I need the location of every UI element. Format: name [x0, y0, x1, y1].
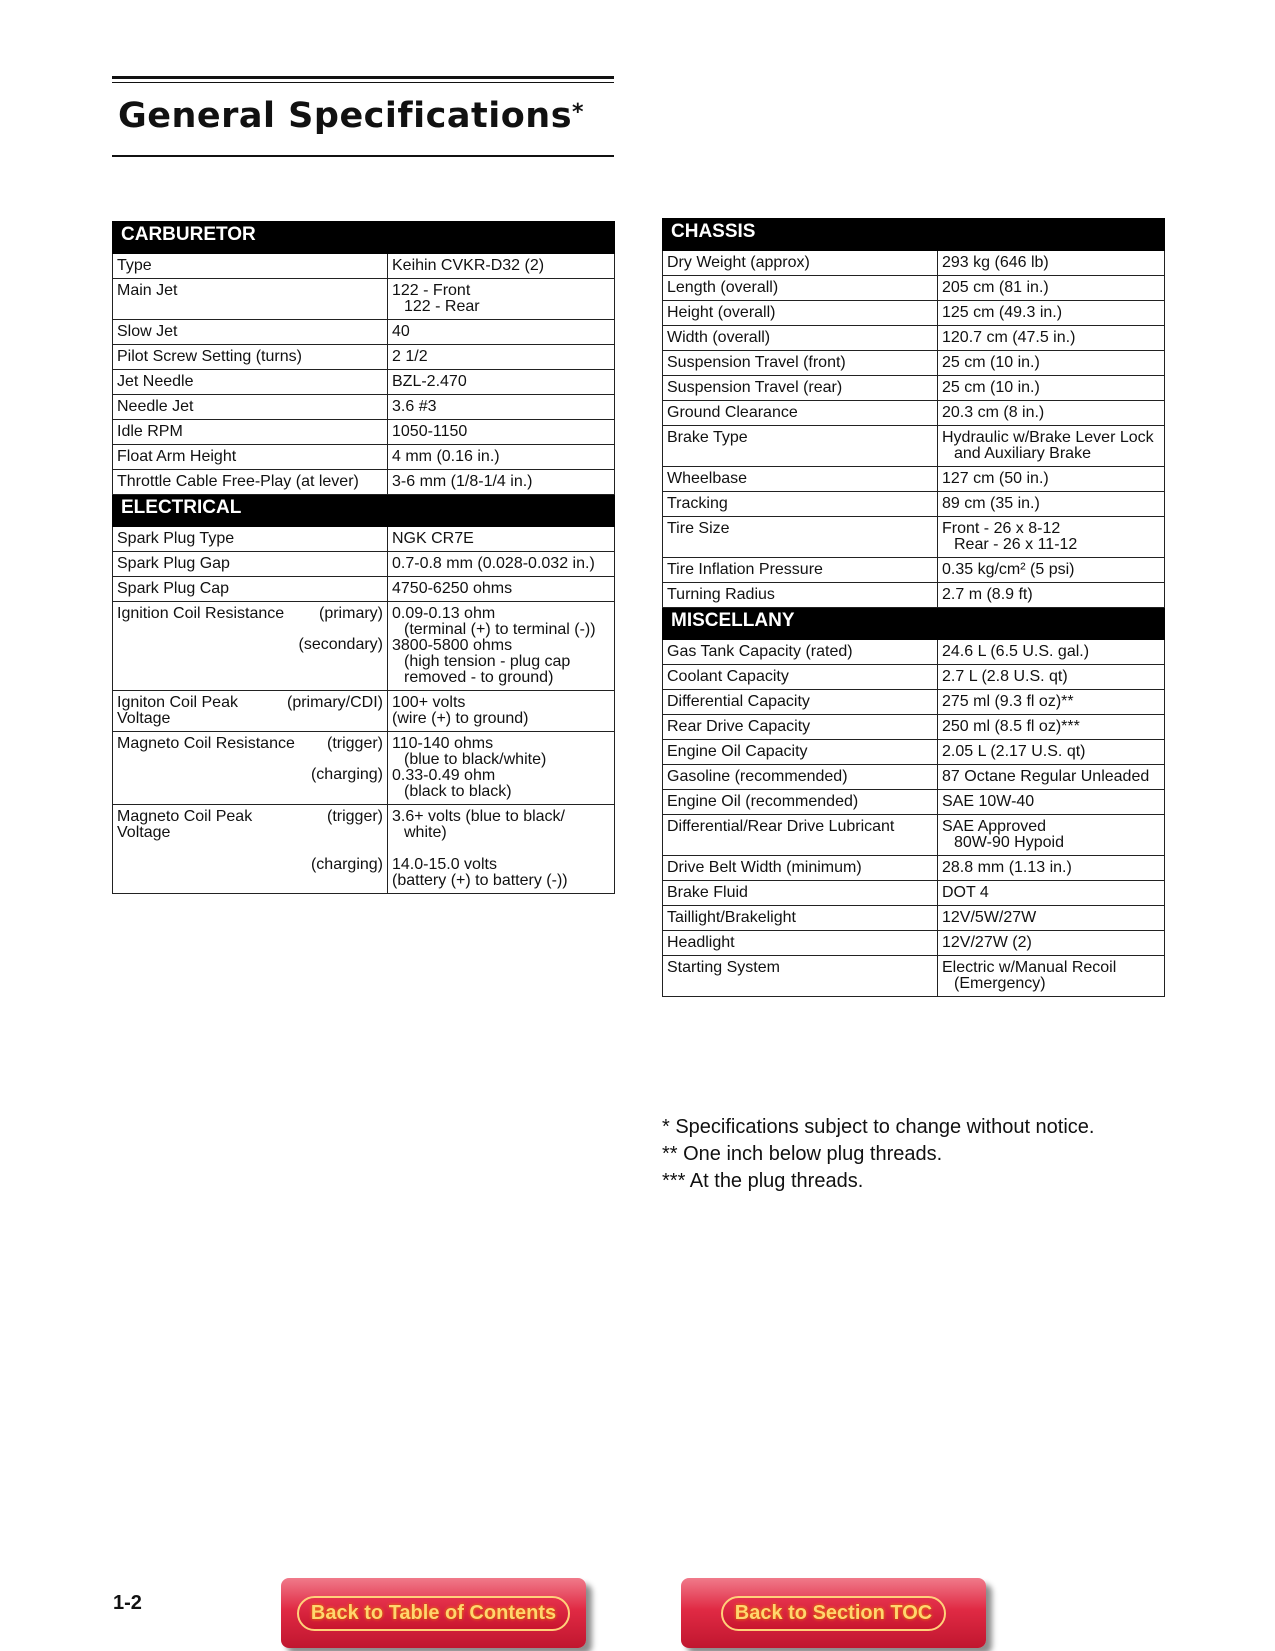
spec-label: Differential/Rear Drive Lubricant [663, 815, 938, 856]
table-row [113, 395, 615, 420]
spec-label: Length (overall) [663, 276, 938, 301]
table-row [663, 856, 1165, 881]
back-to-section-toc-button[interactable] [681, 1578, 986, 1648]
table-row [663, 931, 1165, 956]
table-row [663, 426, 1165, 467]
spec-value: 0.09-0.13 ohm (terminal (+) to terminal (-)) 3800-5800 ohms (high tension - plug cap removed - to ground) [388, 602, 615, 691]
table-row [113, 345, 615, 370]
page-title: General Specifications* [118, 96, 585, 136]
spec-label: Gas Tank Capacity (rated) [663, 640, 938, 665]
section-header-electrical: ELECTRICAL [113, 495, 615, 527]
table-row [663, 956, 1165, 997]
spec-value: 250 ml (8.5 fl oz)*** [938, 715, 1165, 740]
title-rule-bottom [112, 155, 614, 157]
spec-value: 293 kg (646 lb) [938, 251, 1165, 276]
spec-value: SAE 10W-40 [938, 790, 1165, 815]
spec-value: 3.6+ volts (blue to black/ white) 14.0-15.0 volts (battery (+) to battery (-)) [388, 805, 615, 894]
spec-value: 12V/5W/27W [938, 906, 1165, 931]
spec-value: 2.05 L (2.17 U.S. qt) [938, 740, 1165, 765]
table-row [663, 665, 1165, 690]
table-row [113, 527, 615, 552]
spec-value: 24.6 L (6.5 U.S. gal.) [938, 640, 1165, 665]
spec-value: 4750-6250 ohms [388, 577, 615, 602]
table-row [663, 517, 1165, 558]
spec-label: Rear Drive Capacity [663, 715, 938, 740]
spec-value: 127 cm (50 in.) [938, 467, 1165, 492]
table-row [663, 715, 1165, 740]
back-to-table-of-contents-label: Back to Table of Contents [297, 1596, 570, 1631]
spec-label: Jet Needle [113, 370, 388, 395]
label-line: Ignition Coil Resistance (primary) [117, 605, 383, 622]
spec-value: 122 - Front 122 - Rear [388, 279, 615, 320]
table-row [113, 602, 615, 691]
footnotes [662, 1114, 1094, 1195]
label-line: Igniton Coil Peak (primary/CDI) [117, 694, 383, 711]
spec-label: Engine Oil (recommended) [663, 790, 938, 815]
spec-value: 25 cm (10 in.) [938, 376, 1165, 401]
spec-value: 205 cm (81 in.) [938, 276, 1165, 301]
section-header-miscellany: MISCELLANY [663, 608, 1165, 640]
spec-label: Starting System [663, 956, 938, 997]
spec-value: BZL-2.470 [388, 370, 615, 395]
spec-label: Turning Radius [663, 583, 938, 608]
table-row [663, 301, 1165, 326]
electrical-section [113, 495, 615, 894]
spec-label: Throttle Cable Free-Play (at lever) [113, 470, 388, 495]
footnote: *** At the plug threads. [662, 1170, 864, 1192]
label-tag: (charging) [310, 856, 383, 873]
chassis-miscellany-table [662, 218, 1165, 997]
title-rule-top [112, 76, 614, 83]
spec-label: Wheelbase [663, 467, 938, 492]
table-row [663, 276, 1165, 301]
spec-label: Headlight [663, 931, 938, 956]
spec-value: Keihin CVKR-D32 (2) [388, 254, 615, 279]
spec-value: 275 ml (9.3 fl oz)** [938, 690, 1165, 715]
table-row [663, 583, 1165, 608]
section-header-carburetor: CARBURETOR [113, 222, 615, 254]
spec-label: Suspension Travel (front) [663, 351, 938, 376]
spec-label: Slow Jet [113, 320, 388, 345]
spec-label: Taillight/Brakelight [663, 906, 938, 931]
table-row [663, 815, 1165, 856]
table-row [663, 640, 1165, 665]
spec-value: 87 Octane Regular Unleaded [938, 765, 1165, 790]
spec-value: 3-6 mm (1/8-1/4 in.) [388, 470, 615, 495]
spec-label: Main Jet [113, 279, 388, 320]
spec-value: 2.7 m (8.9 ft) [938, 583, 1165, 608]
spec-label: Engine Oil Capacity [663, 740, 938, 765]
spec-label: Spark Plug Cap [113, 577, 388, 602]
spec-label: Drive Belt Width (minimum) [663, 856, 938, 881]
table-row [113, 420, 615, 445]
spec-label: Magneto Coil Peak (trigger) Voltage (charging) [113, 805, 388, 894]
spec-value: DOT 4 [938, 881, 1165, 906]
spec-value: 100+ volts (wire (+) to ground) [388, 691, 615, 732]
label-tag: (secondary) [298, 636, 383, 653]
spec-label: Pilot Screw Setting (turns) [113, 345, 388, 370]
table-row [113, 370, 615, 395]
table-row [663, 376, 1165, 401]
table-row [663, 326, 1165, 351]
spec-value: 89 cm (35 in.) [938, 492, 1165, 517]
spec-value: 110-140 ohms (blue to black/white) 0.33-0.49 ohm (black to black) [388, 732, 615, 805]
table-row [113, 552, 615, 577]
spec-value: 2 1/2 [388, 345, 615, 370]
table-row [663, 467, 1165, 492]
title-asterisk: * [572, 100, 585, 125]
table-row [663, 558, 1165, 583]
spec-label: Float Arm Height [113, 445, 388, 470]
table-row [663, 790, 1165, 815]
table-row [113, 577, 615, 602]
table-row [663, 690, 1165, 715]
spec-label: Ground Clearance [663, 401, 938, 426]
table-row [663, 351, 1165, 376]
table-row [113, 279, 615, 320]
table-row [113, 470, 615, 495]
table-row [663, 401, 1165, 426]
spec-label: Idle RPM [113, 420, 388, 445]
label-tag: (charging) [310, 766, 383, 783]
spec-label: Tire Inflation Pressure [663, 558, 938, 583]
spec-value: 120.7 cm (47.5 in.) [938, 326, 1165, 351]
carburetor-electrical-table [112, 221, 615, 894]
table-row [113, 805, 615, 894]
spec-label: Tracking [663, 492, 938, 517]
spec-value: 1050-1150 [388, 420, 615, 445]
spec-value: SAE Approved 80W-90 Hypoid [938, 815, 1165, 856]
spec-value: NGK CR7E [388, 527, 615, 552]
spec-label: Suspension Travel (rear) [663, 376, 938, 401]
table-row [663, 492, 1165, 517]
table-row [663, 881, 1165, 906]
table-row [663, 906, 1165, 931]
spec-value: 20.3 cm (8 in.) [938, 401, 1165, 426]
spec-label: Gasoline (recommended) [663, 765, 938, 790]
spec-label: Needle Jet [113, 395, 388, 420]
spec-label: Width (overall) [663, 326, 938, 351]
table-row [113, 254, 615, 279]
spec-label: Igniton Coil Peak (primary/CDI) Voltage [113, 691, 388, 732]
page-number: 1-2 [113, 1592, 142, 1614]
spec-label: Brake Fluid [663, 881, 938, 906]
table-row [113, 732, 615, 805]
section-header-chassis: CHASSIS [663, 219, 1165, 251]
spec-value: Front - 26 x 8-12 Rear - 26 x 11-12 [938, 517, 1165, 558]
back-to-section-toc-label: Back to Section TOC [721, 1596, 946, 1631]
spec-value: 4 mm (0.16 in.) [388, 445, 615, 470]
spec-value: 28.8 mm (1.13 in.) [938, 856, 1165, 881]
spec-label: Tire Size [663, 517, 938, 558]
table-row [663, 251, 1165, 276]
spec-label: Brake Type [663, 426, 938, 467]
back-to-table-of-contents-button[interactable] [281, 1578, 586, 1648]
table-row [663, 740, 1165, 765]
spec-value: 0.35 kg/cm² (5 psi) [938, 558, 1165, 583]
spec-value: Electric w/Manual Recoil (Emergency) [938, 956, 1165, 997]
spec-label: Spark Plug Gap [113, 552, 388, 577]
label-line: Magneto Coil Resistance (trigger) [117, 735, 383, 752]
table-row [113, 691, 615, 732]
spec-value: Hydraulic w/Brake Lever Lock and Auxiliary Brake [938, 426, 1165, 467]
footnote: ** One inch below plug threads. [662, 1143, 943, 1165]
spec-value: 0.7-0.8 mm (0.028-0.032 in.) [388, 552, 615, 577]
table-row [113, 445, 615, 470]
spec-value: 25 cm (10 in.) [938, 351, 1165, 376]
footnote: * Specifications subject to change without notice. [662, 1116, 1095, 1138]
spec-label: Type [113, 254, 388, 279]
spec-value: 3.6 #3 [388, 395, 615, 420]
spec-label [113, 602, 388, 691]
spec-value: 125 cm (49.3 in.) [938, 301, 1165, 326]
table-row [113, 320, 615, 345]
label-line: Magneto Coil Peak (trigger) [117, 808, 383, 825]
spec-label [113, 732, 388, 805]
spec-value: 12V/27W (2) [938, 931, 1165, 956]
spec-label: Differential Capacity [663, 690, 938, 715]
table-row [663, 765, 1165, 790]
spec-label: Spark Plug Type [113, 527, 388, 552]
spec-value: 2.7 L (2.8 U.S. qt) [938, 665, 1165, 690]
spec-label: Dry Weight (approx) [663, 251, 938, 276]
spec-label: Coolant Capacity [663, 665, 938, 690]
spec-label: Height (overall) [663, 301, 938, 326]
spec-value: 40 [388, 320, 615, 345]
